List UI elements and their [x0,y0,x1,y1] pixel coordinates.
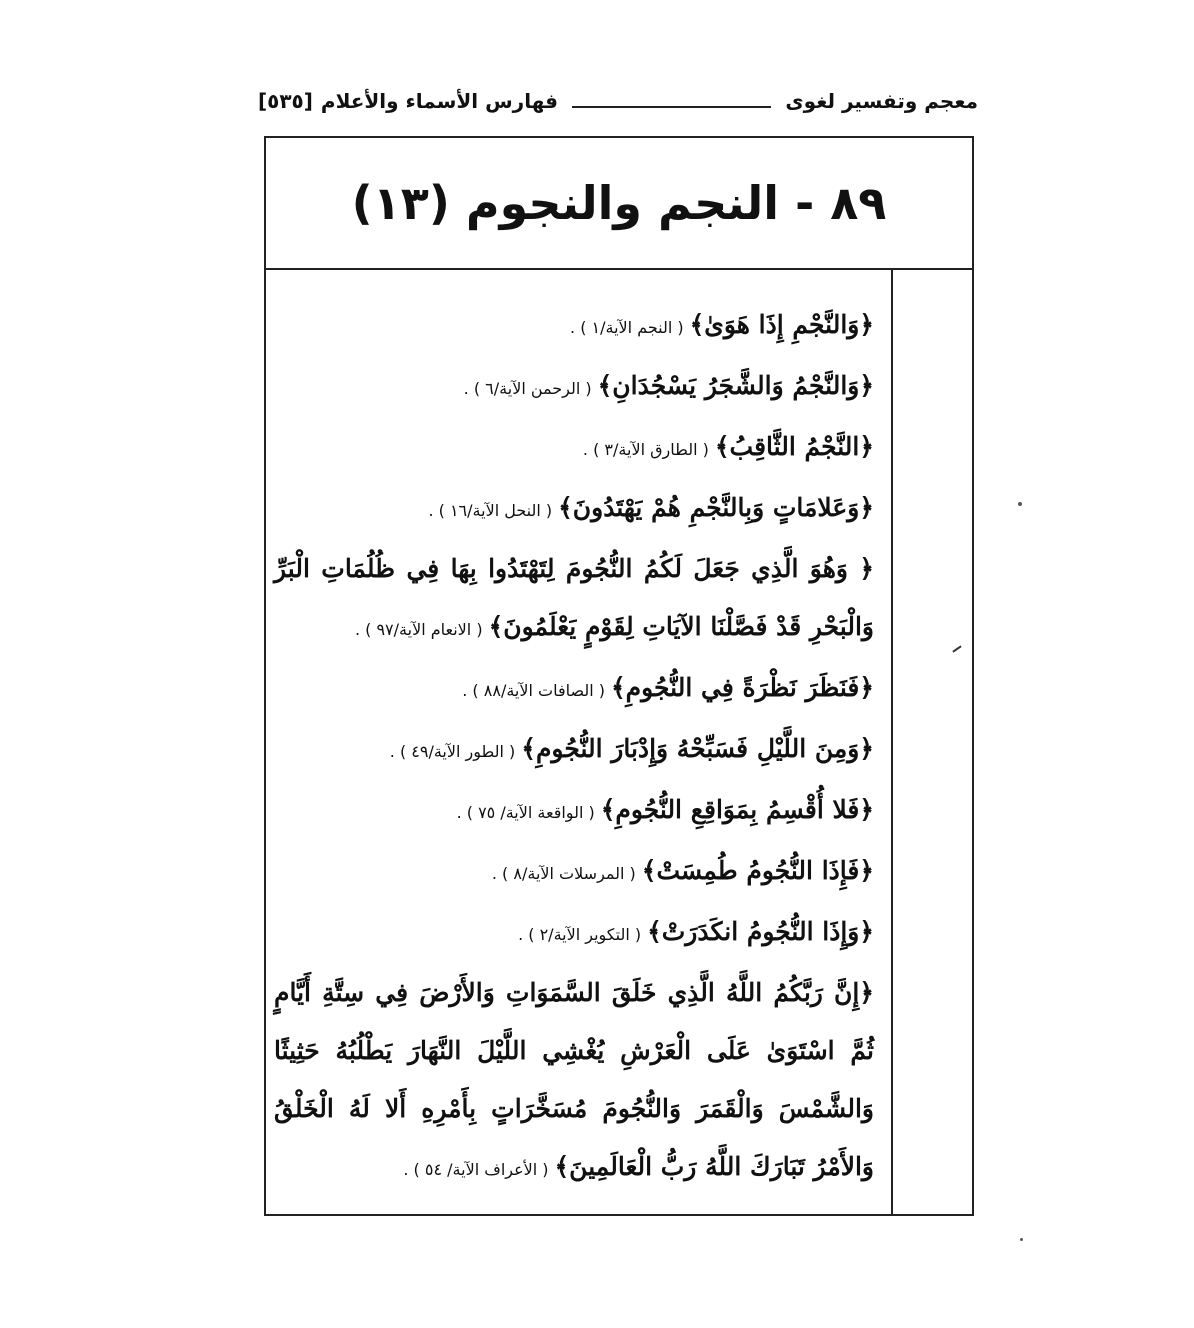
verse-text: ﴿فَنَظَرَ نَظْرَةً فِي النُّجُومِ﴾ [611,673,874,702]
entry [274,903,874,964]
entry [274,357,874,418]
scan-speck [1020,1238,1023,1241]
entry [274,418,874,479]
verse-reference: ( النجم الآية/١ ) . [570,318,684,337]
verse-text: ﴿فَإِذَا النُّجُومُ طُمِسَتْ﴾ [641,856,874,885]
running-header [258,84,978,118]
page-title: ٨٩ - النجم والنجوم (١٣) [351,176,887,230]
entries-list [274,296,874,1199]
verse-text: ﴿وَالنَّجْمِ إِذَا هَوَىٰ﴾ [689,310,874,339]
margin-rule [891,268,893,1214]
verse-reference: ( الطور الآية/٤٩ ) . [389,742,516,761]
verse-reference: ( الواقعة الآية/ ٧٥ ) . [456,803,595,822]
verse-text: ﴿وَمِنَ اللَّيْلِ فَسَبِّحْهُ وَإِدْبَارَ النُّجُومِ﴾ [521,734,874,763]
entry [274,964,874,1199]
page-frame [264,136,974,1216]
verse-text: ﴿وَالنَّجْمُ وَالشَّجَرُ يَسْجُدَانِ﴾ [597,371,874,400]
verse-reference: ( الرحمن الآية/٦ ) . [463,379,592,398]
scan-speck [1018,502,1022,506]
entry [274,296,874,357]
entry [274,720,874,781]
header-rule [572,106,771,108]
page-number: [٥٣٥] [258,89,313,113]
verse-reference: ( الطارق الآية/٣ ) . [582,440,709,459]
verse-text: ﴿إِنَّ رَبَّكُمُ اللَّهُ الَّذِي خَلَقَ السَّمَوَاتِ وَالأَرْضَ فِي سِتَّةِ أَيَّامٍ ثُمَّ اسْتَوَىٰ عَلَى الْعَرْشِ يُغْشِي اللَّيْلَ النَّهَارَ يَطْلُبُهُ حَثِيثًا وَالشَّمْسَ وَالْقَمَرَ وَالنُّجُومَ مُسَخَّرَاتٍ بِأَمْرِهِ أَلا لَهُ الْخَلْقُ وَالأَمْرُ تَبَارَكَ اللَّهُ رَبُّ الْعَالَمِينَ﴾ [274,978,874,1181]
verse-text: ﴿فَلا أُقْسِمُ بِمَوَاقِعِ النُّجُومِ﴾ [600,795,874,824]
verse-text: ﴿النَّجْمُ الثَّاقِبُ﴾ [714,432,874,461]
entry [274,842,874,903]
entry [274,540,874,659]
verse-text: ﴿وَعَلامَاتٍ وَبِالنَّجْمِ هُمْ يَهْتَدُونَ﴾ [558,493,874,522]
verse-reference: ( المرسلات الآية/٨ ) . [491,864,636,883]
book-title: معجم وتفسير لغوى [785,89,978,113]
entry [274,781,874,842]
entry [274,659,874,720]
verse-reference: ( الأعراف الآية/ ٥٤ ) . [403,1160,549,1179]
verse-reference: ( التكوير الآية/٢ ) . [518,925,642,944]
verse-text: ﴿ وَهُوَ الَّذِي جَعَلَ لَكُمُ النُّجُومَ لِتَهْتَدُوا بِهَا فِي ظُلُمَاتِ الْبَرِّ وَالْبَحْرِ قَدْ فَصَّلْنَا الآيَاتِ لِقَوْمٍ يَعْلَمُونَ﴾ [274,554,874,641]
verse-reference: ( الانعام الآية/٩٧ ) . [354,620,483,639]
entry [274,479,874,540]
section-title: فهارس الأسماء والأعلام [320,89,558,113]
verse-reference: ( النحل الآية/١٦ ) . [428,501,553,520]
verse-reference: ( الصافات الآية/٨٨ ) . [462,681,605,700]
verse-text: ﴿وَإِذَا النُّجُومُ انكَدَرَتْ﴾ [647,917,874,946]
title-box [266,138,972,270]
